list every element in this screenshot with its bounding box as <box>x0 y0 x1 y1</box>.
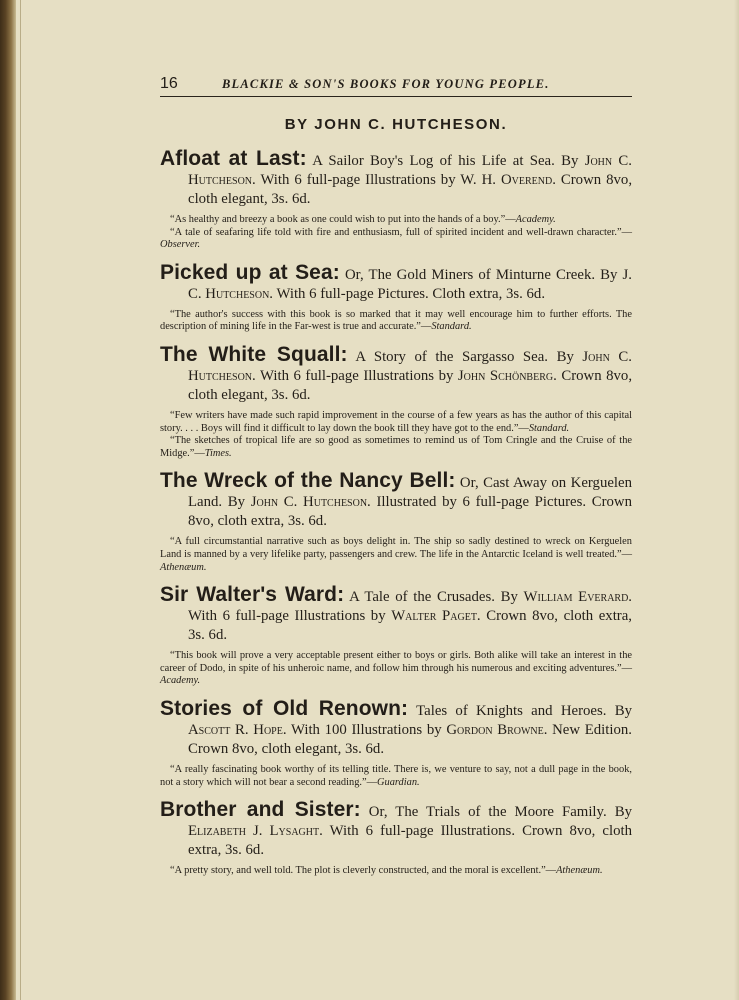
entry-lead <box>160 149 632 209</box>
book-details: With 6 full-page Illustrations by W. H. <box>260 172 496 188</box>
book-subtitle: Or, The Trials of the Moore Family. By <box>368 804 632 821</box>
book-details-price: Crown 8vo, cloth extra, 3s. 6d. <box>188 823 633 859</box>
book-illustrator: Overend. <box>500 172 556 188</box>
book-spine <box>0 0 16 1000</box>
review-block <box>160 410 632 460</box>
book-details-price: Crown 8vo, cloth elegant, 3s. 6d. <box>188 367 633 403</box>
entry-lead <box>160 585 632 645</box>
book-author: John C. Hutcheson. <box>250 494 371 511</box>
review-quote: “A full circumstantial narrative such as boys delight in. The ship so sadly destined to wreck on Kerguelen Land is manned by a very lifelike party, passengers and crew. The life in the Antarctic Iceland is well treated.”—Athenæum. <box>160 536 632 573</box>
book-subtitle: A Story of the Sargasso Sea. By <box>355 348 574 365</box>
review-quote: “The sketches of tropical life are so good as sometimes to remind us of Tom Cringle and the Cruise of the Midge.”—Times. <box>160 435 632 459</box>
review-source: Academy. <box>160 675 201 687</box>
book-illustrator: John Schönberg. <box>457 367 557 384</box>
review-quote: “A tale of seafaring life told with fire and enthusiasm, full of spirited incident and well-drawn character.”—Observer. <box>160 226 632 251</box>
page-number: 16 <box>160 75 178 92</box>
page-edge <box>734 0 739 1000</box>
review-source: Athenæum. <box>160 561 207 573</box>
review-block <box>160 214 632 252</box>
review-source: Observer. <box>160 239 201 251</box>
entry-lead <box>160 342 633 405</box>
review-block <box>160 309 632 334</box>
book-title: Picked up at Sea: <box>160 260 340 284</box>
entry-lead <box>160 471 632 531</box>
review-source: Guardian. <box>377 776 420 788</box>
book-details-price: New Edition. Crown 8vo, cloth elegant, 3s. 6d. <box>188 721 632 757</box>
review-source: Standard. <box>528 422 570 434</box>
review-block <box>160 536 632 574</box>
book-author: Elizabeth J. Lysaght. <box>188 823 323 840</box>
book-entry <box>160 471 632 574</box>
book-details: With 6 full-page Illustrations by <box>188 608 386 625</box>
book-title: Afloat at Last: <box>160 147 307 170</box>
book-author: John C. Hutcheson. <box>188 348 632 384</box>
running-title: BLACKIE & SON'S BOOKS FOR YOUNG PEOPLE. <box>222 77 550 91</box>
book-author: Hutcheson. <box>205 285 274 302</box>
review-quote: “A really fascinating book worthy of its telling title. There is, we venture to say, not a dull page in the book, not a story which will not bear a second reading.”—Guardian. <box>160 763 632 788</box>
book-author: William Everard. <box>523 589 633 606</box>
book-illustrator: Walter Paget. <box>391 608 481 625</box>
book-details: By J. C. <box>188 266 633 302</box>
book-entry <box>160 800 632 878</box>
book-author: John C. Hutcheson. <box>188 153 633 188</box>
book-page <box>160 72 632 889</box>
section-title: BY JOHN C. HUTCHESON. <box>284 116 508 133</box>
book-title: Stories of Old Renown: <box>160 696 409 720</box>
review-block <box>160 764 632 789</box>
book-details-price: With 6 full-page Pictures. Cloth extra, 3s. 6d. <box>276 285 546 302</box>
book-title: The White Squall: <box>160 342 348 366</box>
gutter-line <box>20 0 21 1000</box>
book-details: With 6 full-page Illustrations. <box>329 823 516 840</box>
header-rule <box>160 96 632 97</box>
review-block <box>160 865 632 878</box>
review-block <box>160 650 632 688</box>
book-subtitle: Or, Cast Away on Kerguelen Land. By <box>188 475 632 511</box>
book-subtitle: A Sailor Boy's Log of his Life at Sea. By <box>312 153 579 169</box>
book-subtitle: A Tale of the Crusades. By <box>349 589 518 606</box>
book-subtitle: Or, The Gold Miners of Minturne Creek. <box>344 266 596 283</box>
book-author: Ascott R. Hope. <box>188 721 287 738</box>
entry-lead <box>160 696 632 759</box>
review-source: Academy. <box>515 214 556 225</box>
book-details-price: Illustrated by 6 full-page Pictures. Crown 8vo, cloth extra, 3s. 6d. <box>188 494 632 530</box>
book-subtitle: Tales of Knights and Heroes. By <box>416 702 632 719</box>
book-details: With 100 Illustrations by <box>290 721 442 738</box>
entry-lead <box>160 800 632 860</box>
book-entry <box>160 342 633 460</box>
review-quote: “The author's success with this book is so marked that it may well encourage him to further efforts. The description of mining life in the Far-west is true and accurate.”—Standard. <box>160 308 632 333</box>
book-entry <box>160 585 632 688</box>
entry-lead <box>160 260 633 304</box>
review-quote: “As healthy and breezy a book as one could wish to put into the hands of a boy.”—Academy. <box>170 214 556 225</box>
review-source: Times. <box>204 447 232 459</box>
book-details-price: Crown 8vo, cloth elegant, 3s. 6d. <box>188 172 633 207</box>
book-title: Brother and Sister: <box>160 798 361 822</box>
review-source: Standard. <box>431 321 472 333</box>
book-entry <box>160 696 632 789</box>
review-quote: “A pretty story, and well told. The plot is cleverly constructed, and the moral is excellent.”—Athenæum. <box>170 865 603 877</box>
book-title: Sir Walter's Ward: <box>160 583 345 607</box>
review-quote: “Few writers have made such rapid improvement in the course of a few years as has the author of this capital story. . . . Boys will find it difficult to lay down the book till they have got to the end.”—Standard. <box>160 409 632 434</box>
book-entry <box>160 260 633 334</box>
book-details: With 6 full-page Illustrations by <box>260 367 454 384</box>
review-source: Athenæum. <box>556 865 603 877</box>
review-quote: “This book will prove a very acceptable present either to boys or girls. Both alike will take an interest in the career of Dodo, in spite of his unheroic name, and follow him through his numerous and exciting adventures.”—Academy. <box>160 650 632 687</box>
book-illustrator: Gordon Browne. <box>446 721 548 738</box>
book-entry <box>160 149 632 252</box>
running-header <box>160 72 632 98</box>
book-title: The Wreck of the Nancy Bell: <box>160 469 456 493</box>
book-details-price: Crown 8vo, cloth extra, 3s. 6d. <box>188 608 633 644</box>
